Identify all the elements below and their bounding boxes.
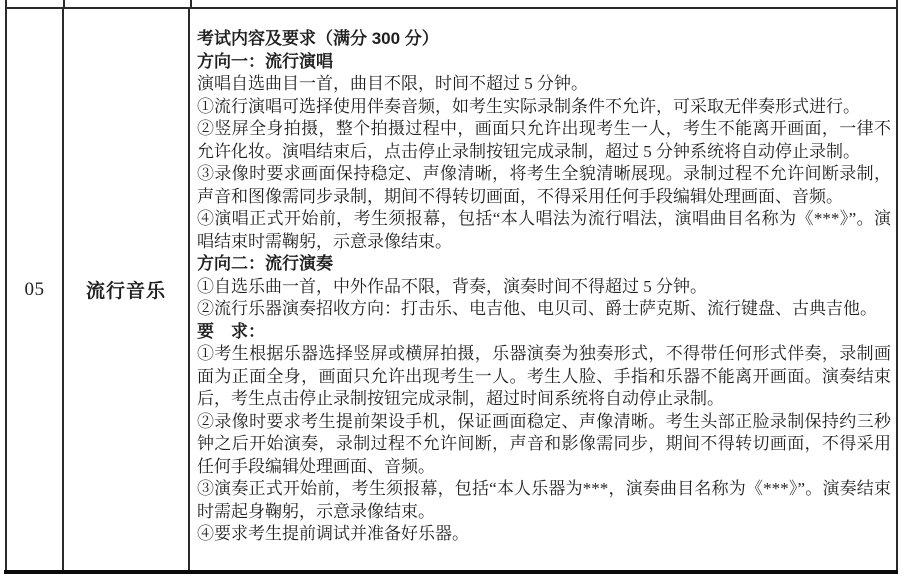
content-heading-line: 方向二：流行演奏 xyxy=(197,254,333,273)
content-paragraph: ③录像时要求画面保持稳定、声像清晰，将考生全貌清晰展现。录制过程不允许间断录制，声音和图像需同步录制，期间不得转切画面，不得采用任何手段编辑处理画面、音频。 xyxy=(197,164,891,206)
content-paragraph: ④要求考生提前调试并准备好乐器。 xyxy=(197,524,469,543)
content-paragraph: ②流行乐器演奏招收方向：打击乐、电吉他、电贝司、爵士萨克斯、流行键盘、古典吉他。 xyxy=(197,299,877,318)
content-paragraph: ②录像时要求考生提前架设手机，保证画面稳定、声像清晰。考生头部正脸录制保持约三秒钟之后开始演奏，录制过程不允许间断，声音和影像需同步，期间不得转切画面，不得采用任何手段编辑处理画面、音频。 xyxy=(197,411,891,476)
content-paragraph: ④演唱正式开始前，考生须报幕，包括“本人唱法为流行唱法，演唱曲目名称为《***》”。演唱结束时需鞠躬，示意录像结束。 xyxy=(197,209,891,251)
grid-line-vertical xyxy=(896,0,898,7)
serial-number-cell xyxy=(7,9,64,570)
content-heading-line: 方向一：流行演唱 xyxy=(197,51,333,71)
major-name: 流行音乐 xyxy=(85,281,166,302)
content-paragraph: 演唱自选曲目一首，曲目不限，时间不超过 5 分钟。 xyxy=(197,74,588,93)
grid-line-vertical xyxy=(63,0,65,7)
grid-line-vertical xyxy=(5,0,7,7)
content-paragraph: ①流行演唱可选择使用伴奏音频，如考生实际录制条件不允许，可采取无伴奏形式进行。 xyxy=(197,96,860,116)
table-bottom-rule xyxy=(4,570,898,574)
grid-line-vertical xyxy=(190,0,192,7)
content-paragraph: ①考生根据乐器选择竖屏或横屏拍摄，乐器演奏为独奏形式，不得带任何形式伴奏，录制画面为正面全身，画面只允许出现考生一人。考生人脸、手指和乐器不能离开画面。演奏结束后，考生点击停止录制按钮完成录制，超过时间系统将自动停止录制。 xyxy=(197,344,891,408)
content-paragraph: ③演奏正式开始前，考生须报幕，包括“本人乐器为***，演奏曲目名称为《***》”。演奏结束时需起身鞠躬，示意录像结束。 xyxy=(197,479,891,521)
content-paragraph: ②竖屏全身拍摄，整个拍摄过程中，画面只允许出现考生一人，考生不能离开画面，一律不允许化妆。演唱结束后，点击停止录制按钮完成录制，超过 5 分钟系统将自动停止录制。 xyxy=(197,119,891,161)
major-name-cell xyxy=(64,9,190,570)
serial-number: 05 xyxy=(24,278,45,300)
table-row-pop-music xyxy=(5,7,898,570)
content-paragraph: ①自选乐曲一首，中外作品不限，背奏，演奏时间不得超过 5 分钟。 xyxy=(197,276,707,296)
exam-content-cell xyxy=(190,9,896,570)
content-heading-line: 要 求： xyxy=(197,321,265,341)
content-heading-line: 考试内容及要求（满分 300 分） xyxy=(197,29,439,48)
